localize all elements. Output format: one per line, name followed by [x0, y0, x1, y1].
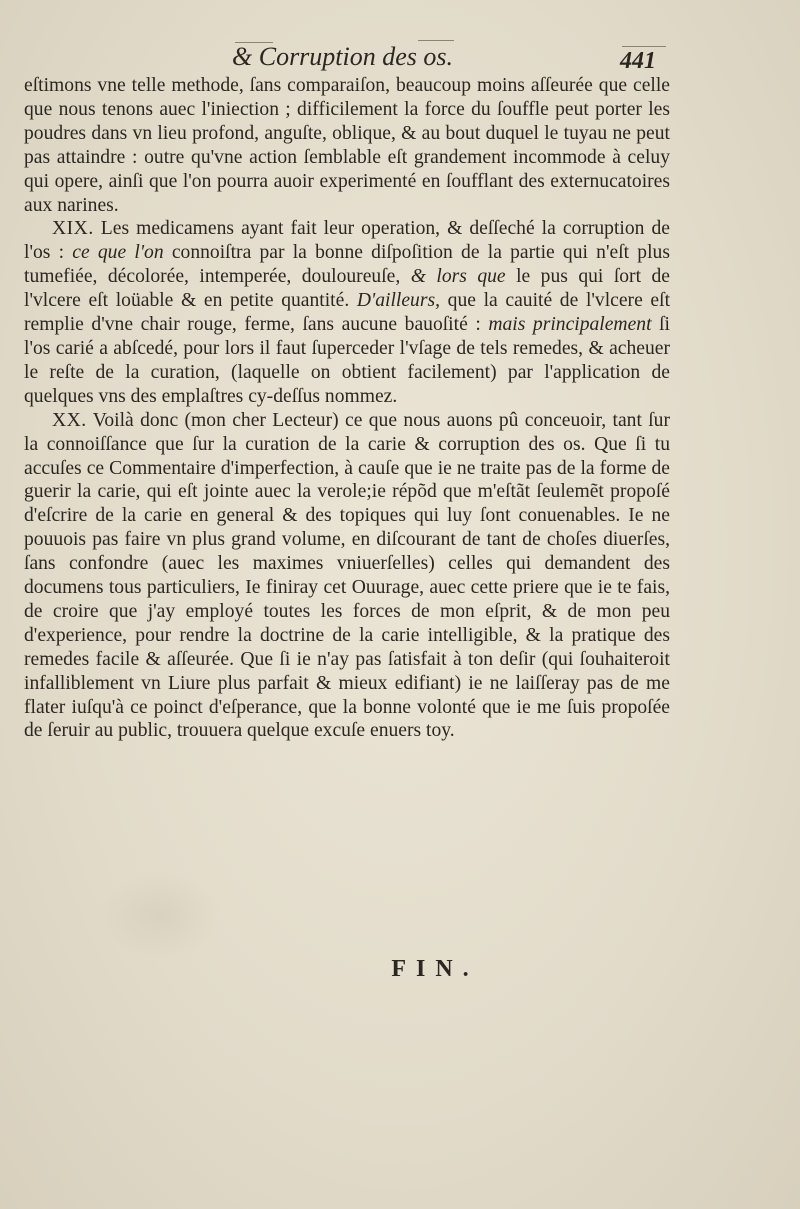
- italic-run: D'ailleurs,: [356, 290, 441, 312]
- paper-stain: [100, 870, 220, 960]
- finis-mark: [0, 956, 800, 983]
- text-run: Les medicamens ayant fait leur operation, & deſſeché la corruption de l'os :: [24, 218, 670, 264]
- page-number: 441: [620, 48, 656, 74]
- paragraph-xx: [24, 409, 670, 744]
- main-text: [24, 74, 670, 743]
- paragraph-continued: eſtimons vne telle methode, ſans comparaiſon, beaucoup moins aſſeurée que celle que nous tenons auec l'iniection ; difficilement la force du ſouffle peut porter les poudres dans vn lieu profond, anguſte, oblique, & au bout duquel le tuyau ne peut pas attaindre : outre qu'vne action ſemblable eſt grandement incommode à celuy qui opere, ainſi que l'on pourra auoir experimenté en ſoufflant des externucatoires aux narines.: [24, 75, 670, 216]
- italic-run: mais principalement: [488, 314, 652, 336]
- text-run: connoiſtra par la bonne diſpoſition de la partie qui n'eſt plus tumefiée, décolorée, intemperée, douloureuſe,: [24, 242, 670, 288]
- header-ornament-rule: [418, 40, 454, 41]
- header-ornament-rule: [622, 46, 666, 47]
- running-title: & Corruption des os.: [232, 42, 454, 71]
- text-run: le pus qui ſort de l'vlcere eſt loüable & en petite quantité.: [24, 266, 670, 312]
- section-number: XIX.: [52, 218, 94, 240]
- text-run: ſi l'os carié a abſcedé, pour lors il faut ſuperceder l'vſage de tels remedes, & acheuer le reſte de la curation, (laquelle on obtient facilement) par l'application de quelques vns des emplaſtres cy-deſſus nommez.: [24, 314, 670, 407]
- finis-text: FIN.: [391, 956, 479, 982]
- italic-run: & lors que: [410, 266, 506, 288]
- text-run: que la cauité de l'vlcere eſt remplie d'vne chair rouge, ferme, ſans aucune bauoſité :: [24, 290, 671, 336]
- italic-run: ce que l'on: [72, 242, 164, 264]
- paragraph-xix: [24, 217, 670, 408]
- section-number: XX.: [52, 409, 87, 431]
- text-run: Voilà donc (mon cher Lecteur) ce que nous auons pû conceuoir, tant ſur la connoiſſance que ſur la curation de la carie & corruption des os. Que ſi tu accuſes ce Commentaire d'imperfection, à cauſe que ie ne traite pas de la forme de guerir la carie, qui eſt jointe auec la verole;ie répõd que m'eſtãt ſeulemẽt propoſé d'eſcrire de la carie en general & des topiques qui luy ſont conuenables. Ie ne pouuois pas faire vn plus grand volume, en diſcourant de tant de choſes diuerſes, ſans confondre (auec les maximes vniuerſelles) celles qui demandent des documens tous particuliers, Ie finiray cet Ouurage, auec cette priere que ie te fais, de croire que j'ay employé toutes les forces de mon eſprit, & de mon peu d'experience, pour rendre la doctrine de la carie intelligible, & la pratique des remedes facile & aſſeurée. Que ſi ie n'ay pas ſatisfait à ton deſir (qui ſouhaiteroit infalliblement vn Liure plus parfait & mieux edifiant) ie ne laiſſeray pas de me flater iuſqu'à ce poinct d'eſperance, que la bonne volonté que ie me ſuis propoſée de ſeruir au public, trouuera quelque excuſe enuers toy.: [24, 409, 671, 742]
